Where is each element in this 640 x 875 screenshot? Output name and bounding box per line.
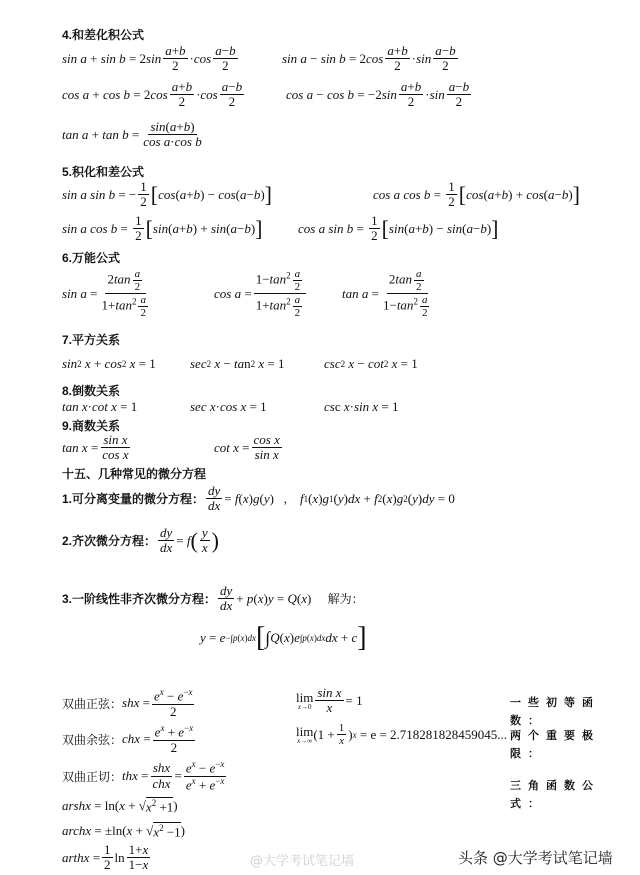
section-6-title: 6.万能公式 — [62, 251, 121, 265]
formula-square-2: sec 2 x − ta n 2 x = 1 — [190, 356, 285, 371]
formula-sin-sum: sin a + sin b = 2 sin $\frac{a+b}{2}$ · cos $\frac{a-b}{2}$ — [62, 43, 236, 74]
inverse-tanh: arthx = $\frac{1}{2}$ ln $\frac{1+x}{1-x}$ — [62, 842, 149, 873]
formula-reciprocal-3: cs c x · sin x = 1 — [324, 399, 399, 414]
ode-separable-label: 1.可分离变量的微分方程： — [62, 492, 205, 507]
section-8-title: 8.倒数关系 — [62, 384, 121, 398]
ode-linear-solution: y = e −∫p(x)dx [ ∫ Q ( x ) e ∫p(x)dx dx + c ] — [200, 622, 367, 653]
ode-linear-solve-label: 解为： — [327, 592, 364, 607]
section-9-title: 9.商数关系 — [62, 419, 121, 433]
section-4-title: 4.和差化积公式 — [62, 28, 145, 42]
limit-e: lim x→∞ (1 + $\frac{1}{x}$ ) x = e = 2.718281828459045... — [296, 722, 508, 748]
formula-cos-sum: cos a + cos b = 2 cos $\frac{a+b}{2}$ · cos $\frac{a-b}{2}$ — [62, 79, 243, 110]
side-note-3: 两个重要极 — [510, 730, 600, 742]
formula-reciprocal-1: tan x · cot x = 1 — [62, 399, 138, 414]
ode-linear: 3.一阶线性非齐次微分方程： $\frac{dy}{dx}$ + p ( x ) y = Q ( x ) 解为： — [62, 583, 364, 614]
formula-square-3: csc 2 x − cot 2 x = 1 — [324, 356, 418, 371]
inverse-sinh: arshx = ln( x + √ $x^2 +1$ ) — [62, 798, 178, 815]
formula-cos-cos: cos a cos b = $\frac{1}{2}$ [ cos ( a + b ) + cos ( a − b ) ] — [373, 179, 580, 210]
formula-sin-cos: sin a cos b = $\frac{1}{2}$ [ sin ( a + b ) + sin ( a − b ) ] — [62, 213, 263, 244]
side-note-6: 式： — [510, 798, 546, 810]
ode-separable: 1.可分离变量的微分方程： $\frac{dy}{dx}$ = f ( x ) g ( y ) , f 1 ( x ) g 1 ( y ) dx + f 2 ( x ) g 2 ( y ) dy = 0 — [62, 483, 455, 514]
section-7-title: 7.平方关系 — [62, 333, 121, 347]
ode-linear-label: 3.一阶线性非齐次微分方程： — [62, 592, 217, 607]
hyperbolic-sinh: 双曲正弦： shx = $\frac{e^x - e^{-x}}{2}$ — [62, 687, 193, 719]
limit-sinx-over-x: lim x→0 $\frac{\text{sin x}}{x}$ = 1 — [296, 685, 363, 716]
side-note-5: 三角函数公 — [510, 780, 600, 792]
section-5-title: 5.积化和差公式 — [62, 165, 145, 179]
formula-sin-sin: sin a sin b = − $\frac{1}{2}$ [ cos ( a + b ) − cos ( a − b ) ] — [62, 179, 272, 210]
inverse-cosh: archx = ±ln( x + √ $x^2 -1$ ) — [62, 823, 186, 840]
formula-cos-diff: cos a − cos b = −2 sin $\frac{a+b}{2}$ · sin $\frac{a-b}{2}$ — [286, 79, 470, 110]
formula-universal-tan: tan a = 2tan $\frac{a}{2}$ $1-\tan^2$ $\frac{a}{2}$ — [342, 268, 428, 320]
formula-tan-sum: tan a + tan b = $\frac{\sin(a+b)}{\text{cos a·cos b}}$ — [62, 119, 202, 150]
watermark-main: 头条 @大学考试笔记墙 — [458, 849, 613, 867]
formula-universal-sin: sin a = 2tan $\frac{a}{2}$ $1+\tan^2$ $\frac{a}{2}$ — [62, 268, 146, 320]
side-note-4: 限： — [510, 748, 546, 760]
formula-sin-diff: sin a − sin b = 2 cos $\frac{a+b}{2}$ · sin $\frac{a-b}{2}$ — [282, 43, 456, 74]
formula-reciprocal-2: sec x · cos x = 1 — [190, 399, 267, 414]
formula-quotient-tan: tan x = $\frac{\text{sin x}}{\text{cos x}}$ — [62, 432, 129, 463]
side-note-1: 一些初等函 — [510, 697, 600, 709]
formula-square-1: sin 2 x + cos 2 x = 1 — [62, 356, 156, 371]
formula-universal-cos: cos a = $1-\tan^2$ $\frac{a}{2}$ $1+\tan^2$ $\frac{a}{2}$ — [214, 268, 308, 319]
formula-quotient-cot: cot x = $\frac{\text{cos x}}{\text{sin x}}$ — [214, 432, 280, 463]
ode-homogeneous-label: 2.齐次微分方程： — [62, 534, 157, 549]
hyperbolic-tanh: 双曲正切： thx = $\frac{\text{shx}}{\text{chx}}$ = $\frac{e^x - e^{-x}}{e^x + e^{-x}}$ — [62, 759, 225, 792]
formula-cos-sin: cos a sin b = $\frac{1}{2}$ [ sin ( a + b ) − sin ( a − b ) ] — [298, 213, 499, 244]
hyperbolic-tanh-label: 双曲正切： — [62, 769, 123, 784]
hyperbolic-sinh-label: 双曲正弦： — [62, 696, 123, 711]
hyperbolic-cosh-label: 双曲余弦： — [62, 732, 123, 747]
side-note-2: 数： — [510, 715, 546, 727]
ode-homogeneous: 2.齐次微分方程： $\frac{dy}{dx}$ = f ( $\frac{y}{x}$ ) — [62, 525, 219, 556]
section-15-title: 十五、几种常见的微分方程 — [62, 467, 207, 481]
watermark-gray: @大学考试笔记墙 — [250, 854, 355, 869]
hyperbolic-cosh: 双曲余弦： chx = $\frac{e^x + e^{-x}}{2}$ — [62, 723, 194, 755]
limit-e-value: = e = 2.718281828459045... — [359, 726, 508, 742]
